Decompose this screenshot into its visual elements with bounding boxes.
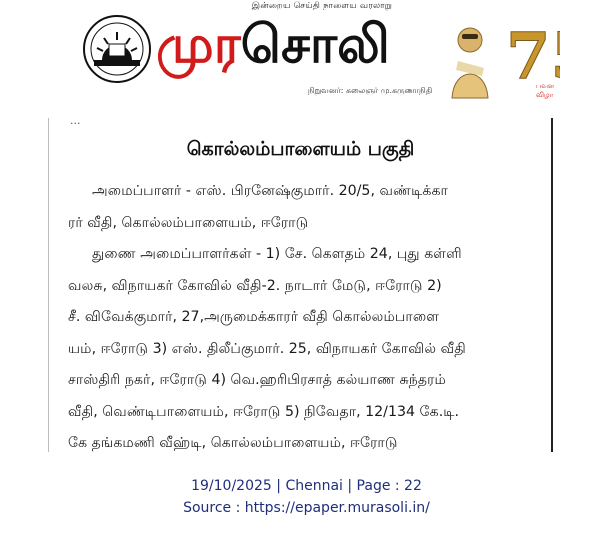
founder-line: நிறுவனர்: கலைஞர் மு.கருணாநிதி: [307, 86, 433, 95]
article-line: சீ. விவேக்குமார், 27,அருமைக்காரர் வீதி கொல்லம்பாளை: [68, 309, 440, 325]
separator: |: [276, 478, 281, 494]
masthead: [0, 0, 613, 108]
portrait-icon: [452, 28, 488, 98]
edition-page: Page : 22: [356, 478, 422, 494]
article-line: வலசு, விநாயகர் கோவில் வீதி-2. நாடார் மேடு, ஈரோடு 2): [68, 277, 442, 294]
article-body: [68, 176, 543, 460]
anniversary-badge: [440, 6, 560, 106]
anniversary-number: 7: [506, 19, 551, 94]
article-line: துணை அமைப்பாளர்கள் - 1) சே. கௌதம் 24, புது கள்ளி: [92, 246, 462, 262]
article-line: யம், ஈரோடு 3) எஸ். திலீப்குமார். 25, விநாயகர் கோவில் வீதி: [68, 340, 466, 357]
edition-city: Chennai: [285, 478, 343, 494]
source-url-link[interactable]: https://epaper.murasoli.in/: [244, 500, 430, 516]
source-label: Source :: [183, 500, 241, 516]
article-headline: கொல்லம்பாளையம் பகுதி: [186, 138, 415, 160]
source-line: [0, 497, 613, 519]
article-line: வீதி, வெண்டிபாளையம், ஈரோடு 5) நிவேதா, 12/134 கே.டி.: [68, 403, 460, 420]
title-part-red: முர: [156, 15, 241, 75]
separator: |: [347, 478, 353, 494]
news-clipping: [48, 114, 553, 452]
title-part-black: சொலி: [240, 15, 391, 75]
article-line: கே தங்கமணி வீஹ்டி, கொல்லம்பாளையம், ஈரோடு: [68, 435, 398, 451]
article-line: அமைப்பாளர் - எஸ். பிரனேஷ்குமார். 20/5, வண்டிக்கா: [92, 183, 448, 199]
newspaper-title: [156, 10, 390, 80]
clip-left-edge: [48, 118, 49, 452]
anniversary-text-2: விழா: [536, 91, 554, 99]
article-line: ரர் வீதி, கொல்லம்பாளையம், ஈரோடு: [68, 214, 309, 231]
anniversary-text-1: பவள: [536, 82, 555, 90]
masthead-tagline: இன்றைய செய்தி நாளைய வரலாறு: [251, 1, 393, 11]
edition-line: [0, 475, 613, 497]
source-footer: [0, 475, 613, 519]
rising-sun-emblem-icon: [82, 14, 152, 84]
article-line: சாஸ்திரி நகர், ஈரோடு 4) வெ.ஹரிபிரசாத் கல்யாண சுந்தரம்: [68, 372, 446, 388]
cropped-overrun-text: ...: [70, 114, 81, 127]
clip-right-border: [551, 118, 553, 452]
edition-date: 19/10/2025: [191, 478, 272, 494]
